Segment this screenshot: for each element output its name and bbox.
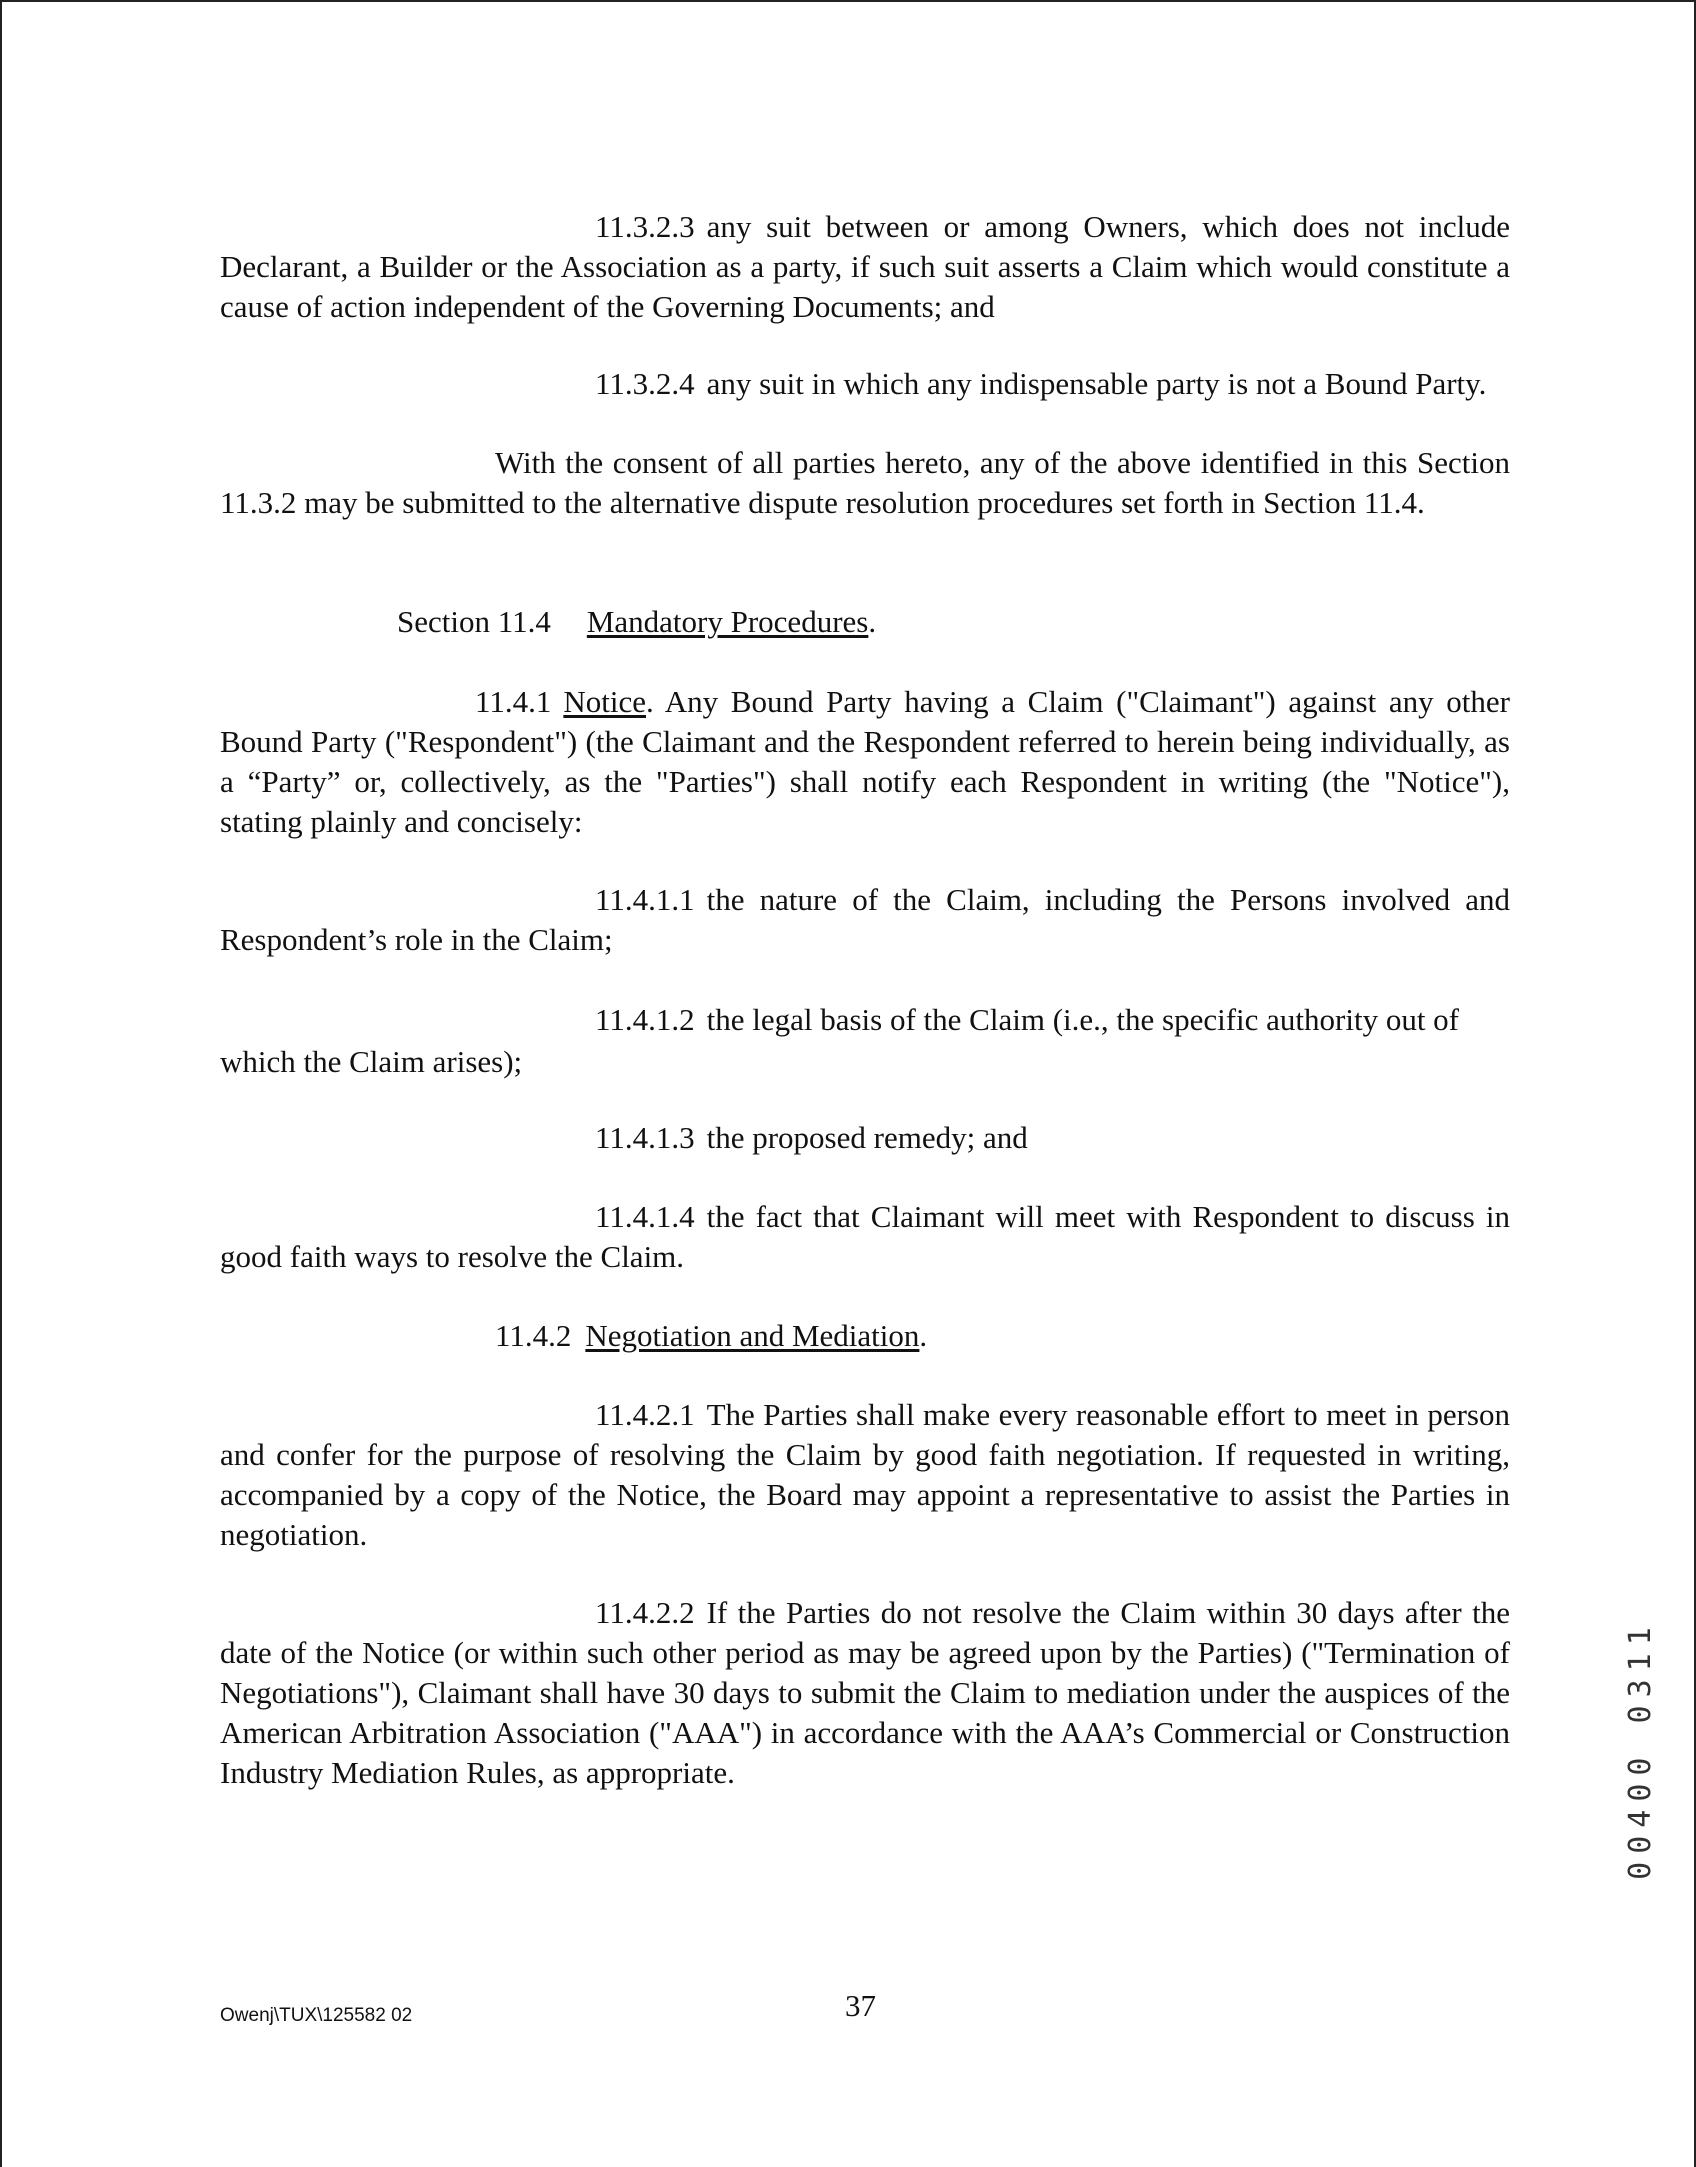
paragraph-number: 11.4.2.2 (595, 1595, 695, 1630)
paragraph-number: 11.3.2.3 (595, 209, 695, 244)
paragraph-11-4-2-2 (220, 1593, 1510, 1793)
paragraph-number: 11.4.1 (475, 684, 552, 719)
section-heading (397, 602, 876, 642)
paragraph-text: The Parties shall make every reasonable effort to meet in person and confer for the purpose of resolving the Claim by good faith negotiation. If requested in writing, accompanied by a copy of the Notice, the Board may appoint a representative to assist the Parties in negotiation. (220, 1397, 1510, 1552)
paragraph-number: 11.4.1.2 (595, 1002, 695, 1037)
paragraph-11-4-1-3 (220, 1118, 1510, 1158)
paragraph-11-4-1 (220, 682, 1510, 842)
paragraph-number: 11.4.2.1 (595, 1397, 695, 1432)
paragraph-text-line2: which the Claim arises); (220, 1044, 523, 1079)
paragraph-text: . Any Bound Party having a Claim ("Claimant") against any other Bound Party ("Respondent") (the Claimant and the Respondent referred to herein being individually, as a “Party” or, collectively, as the "Parties") shall notify each Respondent in writing (the "Notice"), stating plainly and concisely: (220, 684, 1510, 839)
paragraph-text: If the Parties do not resolve the Claim within 30 days after the date of the Notice (or within such other period as may be agreed upon by the Parties) ("Termination of Negotiations"), Claimant shall have 30 days to submit the Claim to mediation under the auspices of the American Arbitration Association ("AAA") in accordance with the AAA’s Commercial or Construction Industry Mediation Rules, as appropriate. (220, 1595, 1510, 1790)
paragraph-number: 11.3.2.4 (595, 366, 695, 401)
paragraph-text: any suit between or among Owners, which does not include Declarant, a Builder or the Association as a party, if such suit asserts a Claim which would constitute a cause of action independent of the Governing Documents; and (220, 209, 1510, 324)
paragraph-text: the nature of the Claim, including the Persons involved and Respondent’s role in the Claim; (220, 882, 1510, 957)
paragraph-11-4-1-2 (220, 999, 1510, 1083)
paragraph-text: the proposed remedy; and (706, 1120, 1028, 1155)
paragraph-11-4-2-1 (220, 1395, 1510, 1555)
section-title-punct: . (868, 604, 877, 639)
paragraph-11-3-2-3 (220, 207, 1510, 327)
section-title: Mandatory Procedures (586, 604, 869, 639)
paragraph-11-4-1-4 (220, 1197, 1510, 1277)
section-number: Section 11.4 (397, 604, 551, 639)
paragraph-number: 11.4.1.1 (595, 882, 695, 917)
paragraph-11-4-1-1 (220, 880, 1510, 960)
margin-stamp (1620, 1577, 1660, 1922)
paragraph-text: any suit in which any indispensable party is not a Bound Party. (706, 366, 1487, 401)
paragraph-text-line1: the legal basis of the Claim (i.e., the specific authority out of (706, 1002, 1460, 1037)
subsection-number: 11.4.2 (495, 1318, 572, 1353)
paragraph-11-3-2-4 (220, 364, 1510, 404)
margin-stamp-text: 00400 0311 (1622, 1619, 1658, 1880)
subsection-heading (495, 1316, 927, 1356)
paragraph-title: Notice (563, 684, 646, 719)
paragraph-consent (220, 443, 1510, 523)
page-number: 37 (845, 1988, 876, 2023)
subsection-title: Negotiation and Mediation (585, 1318, 920, 1353)
subsection-title-punct: . (919, 1318, 928, 1353)
paragraph-text: the fact that Claimant will meet with Respondent to discuss in good faith ways to resolve the Claim. (220, 1199, 1510, 1274)
paragraph-number: 11.4.1.4 (595, 1199, 695, 1234)
paragraph-text: With the consent of all parties hereto, any of the above identified in this Section 11.3.2 may be submitted to the alternative dispute resolution procedures set forth in Section 11.4. (220, 445, 1510, 520)
paragraph-number: 11.4.1.3 (595, 1120, 695, 1155)
footer-doc-id: Owenj\TUX\125582 02 (220, 2005, 413, 2026)
